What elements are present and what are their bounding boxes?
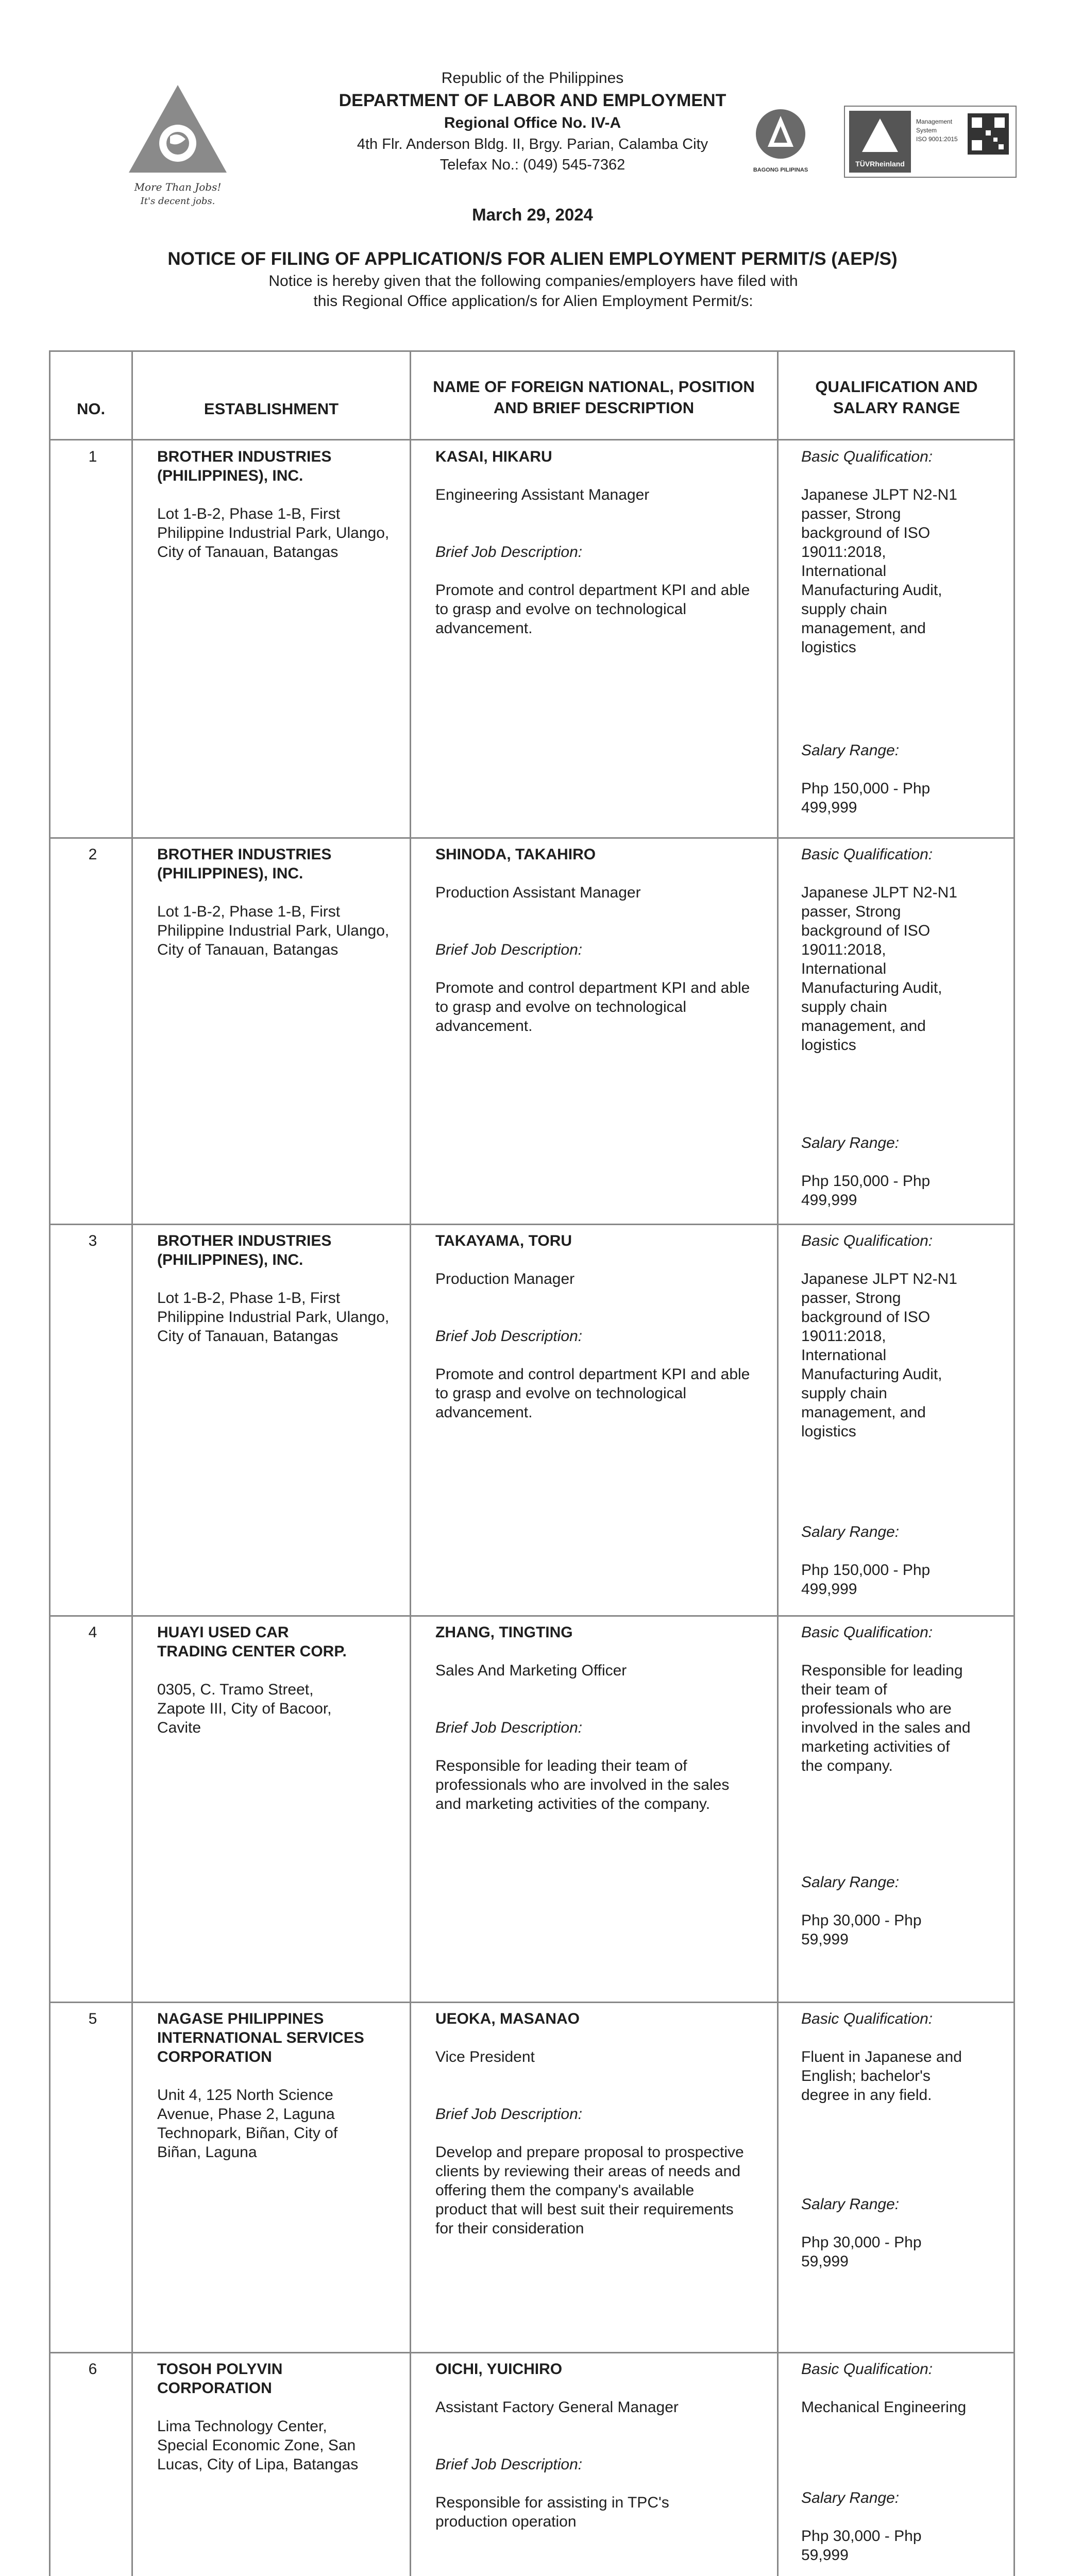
qualification (801, 447, 1005, 657)
table-divider (49, 837, 1015, 839)
notice-title: NOTICE OF FILING OF APPLICATION/S FOR ALIEN EMPLOYMENT PERMIT/S (AEP/S) (167, 249, 898, 269)
table-divider (49, 1224, 1015, 1225)
salary-range: Php 30,000 - Php 59,999 (801, 2234, 922, 2270)
establishment (157, 447, 399, 562)
qualification-text: Japanese JLPT N2-N1 passer, Strong background of ISO 19011:2018, International Manufacturing Audit, supply chain management, and logistics (801, 486, 957, 656)
brief-job-label: Brief Job Description: (435, 1328, 583, 1345)
national-name: SHINODA, TAKAHIRO (435, 846, 596, 863)
job-description: Promote and control department KPI and able to grasp and evolve on technological advancement. (435, 979, 750, 1035)
row-number: 1 (88, 448, 97, 465)
position: Production Manager (435, 1270, 575, 1287)
company-name: BROTHER INDUSTRIES (PHILIPPINES), INC. (157, 846, 332, 882)
foreign-national (435, 447, 765, 638)
brief-job-label: Brief Job Description: (435, 1719, 583, 1736)
national-name: KASAI, HIKARU (435, 448, 552, 465)
salary-range: Php 150,000 - Php 499,999 (801, 1173, 931, 1209)
establishment (157, 2009, 379, 2162)
brief-job-label: Brief Job Description: (435, 2456, 583, 2473)
telefax: Telefax No.: (049) 545-7362 (439, 157, 626, 173)
company-name: NAGASE PHILIPPINES INTERNATIONAL SERVICES CORPORATION (157, 2010, 364, 2065)
basic-qualification-label: Basic Qualification: (801, 1624, 933, 1641)
salary-range: Php 150,000 - Php 499,999 (801, 1562, 931, 1598)
salary-range: Php 30,000 - Php 59,999 (801, 1912, 922, 1948)
brief-job-label: Brief Job Description: (435, 941, 583, 958)
salary (801, 2488, 971, 2565)
salary (801, 2195, 971, 2271)
qualification-text: Mechanical Engineering (801, 2399, 967, 2416)
salary-range: Php 150,000 - Php 499,999 (801, 780, 931, 816)
company-address: Lot 1-B-2, Phase 1-B, First Philippine Industrial Park, Ulango, City of Tanauan, Batangas (157, 505, 390, 561)
establishment (157, 1623, 363, 1737)
row-number: 5 (88, 2010, 97, 2027)
foreign-national (435, 845, 765, 1036)
position: Engineering Assistant Manager (435, 486, 650, 503)
establishment (157, 1231, 399, 1346)
header-establishment: ESTABLISHMENT (204, 400, 339, 418)
national-name: OICHI, YUICHIRO (435, 2361, 563, 2378)
republic-line: Republic of the Philippines (441, 70, 624, 87)
svg-text:It's decent jobs.: It's decent jobs. (140, 196, 215, 207)
company-name: BROTHER INDUSTRIES (PHILIPPINES), INC. (157, 1232, 332, 1268)
iso-certification-badge (844, 106, 1017, 178)
company-address: Lima Technology Center, Special Economic Zone, San Lucas, City of Lipa, Batangas (157, 2418, 359, 2473)
qualification (801, 1623, 1005, 1775)
company-name: TOSOH POLYVIN CORPORATION (157, 2361, 283, 2397)
position: Sales And Marketing Officer (435, 1662, 627, 1679)
notice-intro: Notice is hereby given that the following companies/employers have filed with this Regional Office application/s for Alien Employment Permit/s: (268, 273, 798, 310)
table-divider (131, 350, 133, 2576)
company-name: HUAYI USED CAR TRADING CENTER CORP. (157, 1624, 347, 1660)
basic-qualification-label: Basic Qualification: (801, 2361, 933, 2378)
qualification (801, 2009, 1005, 2105)
qualification (801, 845, 1005, 1055)
qualification (801, 1231, 1005, 1441)
table-divider (49, 439, 1015, 440)
company-name: BROTHER INDUSTRIES (PHILIPPINES), INC. (157, 448, 332, 484)
salary (801, 1133, 971, 1210)
establishment (157, 845, 399, 959)
job-description: Develop and prepare proposal to prospective clients by reviewing their areas of needs and offering them the company's available product that will best suit their requirements for their consideration (435, 2144, 744, 2237)
job-description: Promote and control department KPI and able to grasp and evolve on technological advancement. (435, 1366, 750, 1421)
svg-text:More Than Jobs!: More Than Jobs! (134, 181, 222, 193)
company-address: Lot 1-B-2, Phase 1-B, First Philippine Industrial Park, Ulango, City of Tanauan, Batangas (157, 903, 390, 958)
qualification-text: Japanese JLPT N2-N1 passer, Strong background of ISO 19011:2018, International Manufacturing Audit, supply chain management, and logistics (801, 884, 957, 1054)
foreign-national (435, 2360, 765, 2531)
job-description: Promote and control department KPI and able to grasp and evolve on technological advancement. (435, 582, 750, 637)
salary (801, 1873, 971, 1949)
header-foreign-national: NAME OF FOREIGN NATIONAL, POSITION AND BRIEF DESCRIPTION (433, 378, 755, 417)
foreign-national (435, 1623, 765, 1814)
salary-range-label: Salary Range: (801, 1523, 900, 1540)
table-divider (410, 350, 411, 2576)
office-address: 4th Flr. Anderson Bldg. II, Brgy. Parian, Calamba City (357, 136, 708, 152)
position: Vice President (435, 2048, 535, 2065)
basic-qualification-label: Basic Qualification: (801, 2010, 933, 2027)
header-qualification: QUALIFICATION AND SALARY RANGE (815, 378, 978, 417)
salary-range: Php 30,000 - Php 59,999 (801, 2528, 922, 2564)
national-name: ZHANG, TINGTING (435, 1624, 573, 1641)
row-number: 2 (88, 846, 97, 863)
basic-qualification-label: Basic Qualification: (801, 448, 933, 465)
table-divider (49, 1615, 1015, 1617)
salary-range-label: Salary Range: (801, 1134, 900, 1151)
company-address: Unit 4, 125 North Science Avenue, Phase 2, Laguna Technopark, Biñan, City of Biñan, Laguna (157, 2087, 338, 2161)
svg-text:Management: Management (916, 118, 953, 125)
company-address: Lot 1-B-2, Phase 1-B, First Philippine Industrial Park, Ulango, City of Tanauan, Batangas (157, 1290, 390, 1345)
table-divider (777, 350, 779, 2576)
table-divider (49, 2002, 1015, 2003)
qualification-text: Responsible for leading their team of professionals who are involved in the sales and marketing activities of the company. (801, 1662, 971, 1774)
salary-range-label: Salary Range: (801, 1874, 900, 1891)
foreign-national (435, 2009, 765, 2238)
position: Production Assistant Manager (435, 884, 641, 901)
qualification (801, 2360, 1005, 2417)
company-address: 0305, C. Tramo Street, Zapote III, City of Bacoor, Cavite (157, 1681, 332, 1736)
svg-text:TÜVRheinland: TÜVRheinland (855, 160, 905, 168)
salary-range-label: Salary Range: (801, 2489, 900, 2506)
qualification-text: Japanese JLPT N2-N1 passer, Strong background of ISO 19011:2018, International Manufacturing Audit, supply chain management, and logistics (801, 1270, 957, 1440)
row-number: 4 (88, 1624, 97, 1641)
basic-qualification-label: Basic Qualification: (801, 1232, 933, 1249)
national-name: UEOKA, MASANAO (435, 2010, 580, 2027)
position: Assistant Factory General Manager (435, 2399, 679, 2416)
svg-text:ISO 9001:2015: ISO 9001:2015 (916, 135, 958, 143)
brief-job-label: Brief Job Description: (435, 544, 583, 561)
salary (801, 1522, 971, 1599)
table-divider (49, 2352, 1015, 2353)
svg-text:System: System (916, 127, 937, 134)
foreign-national (435, 1231, 765, 1422)
job-description: Responsible for leading their team of professionals who are involved in the sales and marketing activities of the company. (435, 1757, 730, 1812)
row-number: 6 (88, 2361, 97, 2378)
department-name: DEPARTMENT OF LABOR AND EMPLOYMENT (339, 91, 726, 110)
salary (801, 741, 971, 817)
job-description: Responsible for assisting in TPC's production operation (435, 2494, 669, 2530)
regional-office: Regional Office No. IV-A (444, 114, 621, 131)
national-name: TAKAYAMA, TORU (435, 1232, 572, 1249)
notice-date: March 29, 2024 (472, 205, 593, 224)
svg-text:BAGONG PILIPINAS: BAGONG PILIPINAS (753, 167, 808, 173)
salary-range-label: Salary Range: (801, 2196, 900, 2213)
establishment (157, 2360, 379, 2474)
bagong-pilipinas-logo (752, 106, 809, 178)
qualification-text: Fluent in Japanese and English; bachelor's degree in any field. (801, 2048, 962, 2104)
row-number: 3 (88, 1232, 97, 1249)
header-no: NO. (76, 400, 106, 418)
basic-qualification-label: Basic Qualification: (801, 846, 933, 863)
salary-range-label: Salary Range: (801, 742, 900, 759)
brief-job-label: Brief Job Description: (435, 2106, 583, 2123)
